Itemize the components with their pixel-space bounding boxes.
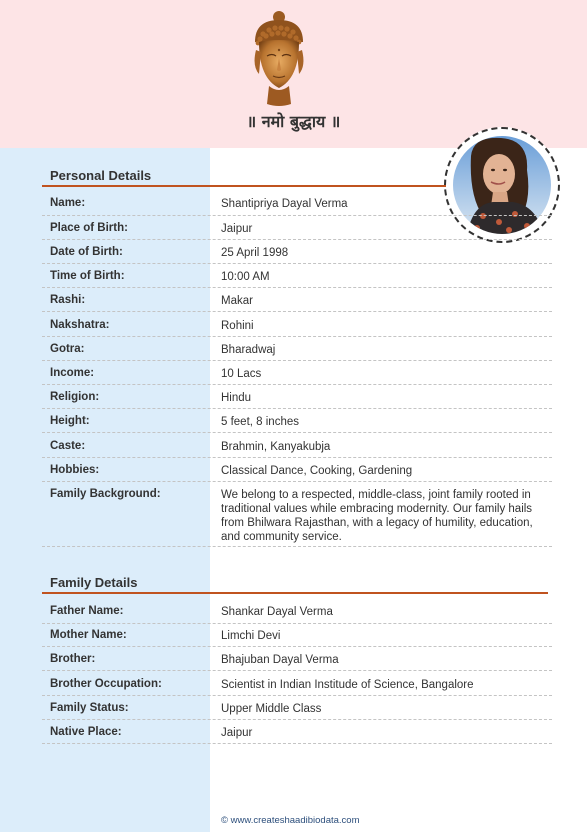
detail-row: [42, 726, 552, 744]
detail-label: Date of Birth:: [50, 246, 123, 258]
detail-value: Shantipriya Dayal Verma: [221, 198, 348, 210]
detail-label: Caste:: [50, 440, 86, 452]
footer-website-link[interactable]: © www.createshaadibiodata.com: [221, 815, 360, 826]
detail-row: [42, 605, 552, 624]
detail-value: 10 Lacs: [221, 368, 262, 380]
detail-value: 25 April 1998: [221, 247, 289, 259]
detail-value: Upper Middle Class: [221, 703, 322, 715]
detail-value: 10:00 AM: [221, 271, 270, 283]
detail-value: Limchi Devi: [221, 630, 281, 642]
detail-label: Time of Birth:: [50, 270, 125, 282]
buddha-head-icon: [247, 8, 311, 108]
detail-label: Place of Birth:: [50, 222, 128, 234]
detail-value: Shankar Dayal Verma: [221, 606, 333, 618]
detail-value: Hindu: [221, 392, 252, 404]
detail-label: Hobbies:: [50, 464, 100, 476]
detail-row: [42, 488, 552, 547]
detail-row: [42, 415, 552, 433]
detail-value: Makar: [221, 295, 253, 307]
detail-label: Religion:: [50, 391, 100, 403]
detail-row: [42, 464, 552, 482]
detail-label: Mother Name:: [50, 629, 127, 641]
detail-value: Rohini: [221, 320, 254, 332]
detail-row: [42, 343, 552, 361]
detail-value: Bhajuban Dayal Verma: [221, 654, 339, 666]
detail-row: [42, 678, 552, 696]
detail-label: Brother:: [50, 653, 96, 665]
detail-value: Jaipur: [221, 727, 253, 739]
detail-row: [42, 222, 552, 240]
detail-value: 5 feet, 8 inches: [221, 416, 299, 428]
detail-label: Family Status:: [50, 702, 129, 714]
detail-label: Name:: [50, 197, 86, 209]
detail-row: [42, 294, 552, 312]
detail-value: Classical Dance, Cooking, Gardening: [221, 465, 413, 477]
detail-row: [42, 629, 552, 647]
detail-row: [42, 270, 552, 288]
detail-label: Family Background:: [50, 488, 161, 500]
family-details-rule: [42, 592, 548, 594]
detail-label: Native Place:: [50, 726, 122, 738]
detail-label: Rashi:: [50, 294, 86, 306]
personal-details-rule: [42, 185, 446, 187]
profile-photo: [453, 136, 551, 234]
detail-row: [42, 367, 552, 385]
detail-value: Brahmin, Kanyakubja: [221, 441, 331, 453]
detail-label: Gotra:: [50, 343, 85, 355]
detail-label: Income:: [50, 367, 95, 379]
detail-label: Brother Occupation:: [50, 678, 162, 690]
detail-value: Bharadwaj: [221, 344, 276, 356]
detail-row: [42, 197, 552, 216]
personal-details-heading: Personal Details: [50, 168, 152, 183]
detail-value: Scientist in Indian Institude of Science, Bangalore: [221, 679, 474, 691]
detail-value: Jaipur: [221, 223, 253, 235]
detail-row: [42, 653, 552, 671]
family-details-heading: Family Details: [50, 575, 138, 590]
detail-row: [42, 319, 552, 337]
detail-label: Height:: [50, 415, 90, 427]
detail-row: [42, 440, 552, 458]
detail-label: Nakshatra:: [50, 319, 110, 331]
detail-row: [42, 391, 552, 409]
detail-row: [42, 246, 552, 264]
detail-row: [42, 702, 552, 720]
detail-value: We belong to a respected, middle-class, joint family rooted in traditional values while embracing modernity. Our family hails from Bhilwara Rajasthan, with a legacy of humility, education, and community service.: [221, 489, 533, 543]
detail-label: Father Name:: [50, 605, 124, 617]
mantra-heading: ॥ नमो बुद्धाय ॥: [246, 112, 341, 131]
